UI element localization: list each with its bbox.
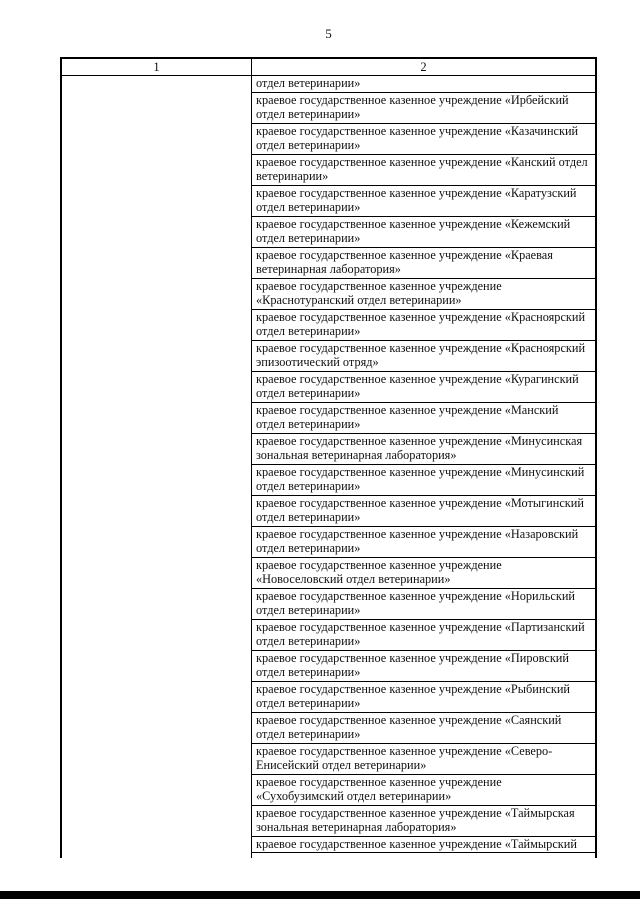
page-number: 5 [325, 26, 332, 41]
table-row: краевое государственное казенное учреждение «Пировский отдел ветеринарии» [252, 651, 595, 682]
table-row: краевое государственное казенное учреждение «Краевая ветеринарная лаборатория» [252, 248, 595, 279]
header-cell-column-1: 1 [62, 59, 252, 75]
scan-artifact-bar [0, 891, 640, 899]
column-2-rows [252, 76, 595, 858]
registry-table [60, 57, 597, 858]
table-row: краевое государственное казенное учреждение «Ирбейский отдел ветеринарии» [252, 93, 595, 124]
table-row: краевое государственное казенное учреждение «Норильский отдел ветеринарии» [252, 589, 595, 620]
table-row: краевое государственное казенное учреждение «Канский отдел ветеринарии» [252, 155, 595, 186]
table-row: краевое государственное казенное учреждение «Красноярский эпизоотический отряд» [252, 341, 595, 372]
table-row: краевое государственное казенное учреждение «Краснотуранский отдел ветеринарии» [252, 279, 595, 310]
table-row: краевое государственное казенное учреждение «Казачинский отдел ветеринарии» [252, 124, 595, 155]
table-row: краевое государственное казенное учреждение «Таймырская зональная ветеринарная лаборатория» [252, 806, 595, 837]
table-row: краевое государственное казенное учреждение «Красноярский отдел ветеринарии» [252, 310, 595, 341]
table-row: краевое государственное казенное учреждение «Мотыгинский отдел ветеринарии» [252, 496, 595, 527]
table-row: краевое государственное казенное учреждение «Северо-Енисейский отдел ветеринарии» [252, 744, 595, 775]
table-row: краевое государственное казенное учреждение «Партизанский отдел ветеринарии» [252, 620, 595, 651]
column-1-empty-cell [62, 76, 252, 858]
table-row: краевое государственное казенное учреждение «Каратузский отдел ветеринарии» [252, 186, 595, 217]
table-row: краевое государственное казенное учреждение «Новоселовский отдел ветеринарии» [252, 558, 595, 589]
table-row: краевое государственное казенное учреждение «Назаровский отдел ветеринарии» [252, 527, 595, 558]
table-row: краевое государственное казенное учреждение «Рыбинский отдел ветеринарии» [252, 682, 595, 713]
table-row: отдел ветеринарии» [252, 76, 595, 93]
table-header-row [62, 59, 595, 76]
table-row: краевое государственное казенное учреждение «Курагинский отдел ветеринарии» [252, 372, 595, 403]
table-row: краевое государственное казенное учреждение «Сухобузимский отдел ветеринарии» [252, 775, 595, 806]
table-body [62, 76, 595, 858]
header-cell-column-2: 2 [420, 60, 427, 74]
table-row: краевое государственное казенное учреждение «Манский отдел ветеринарии» [252, 403, 595, 434]
table-row: краевое государственное казенное учреждение «Саянский отдел ветеринарии» [252, 713, 595, 744]
table-row: краевое государственное казенное учреждение «Минусинский отдел ветеринарии» [252, 465, 595, 496]
table-row: краевое государственное казенное учреждение «Таймырский [252, 837, 595, 854]
table-row: краевое государственное казенное учреждение «Минусинская зональная ветеринарная лаборатория» [252, 434, 595, 465]
table-row: краевое государственное казенное учреждение «Кежемский отдел ветеринарии» [252, 217, 595, 248]
